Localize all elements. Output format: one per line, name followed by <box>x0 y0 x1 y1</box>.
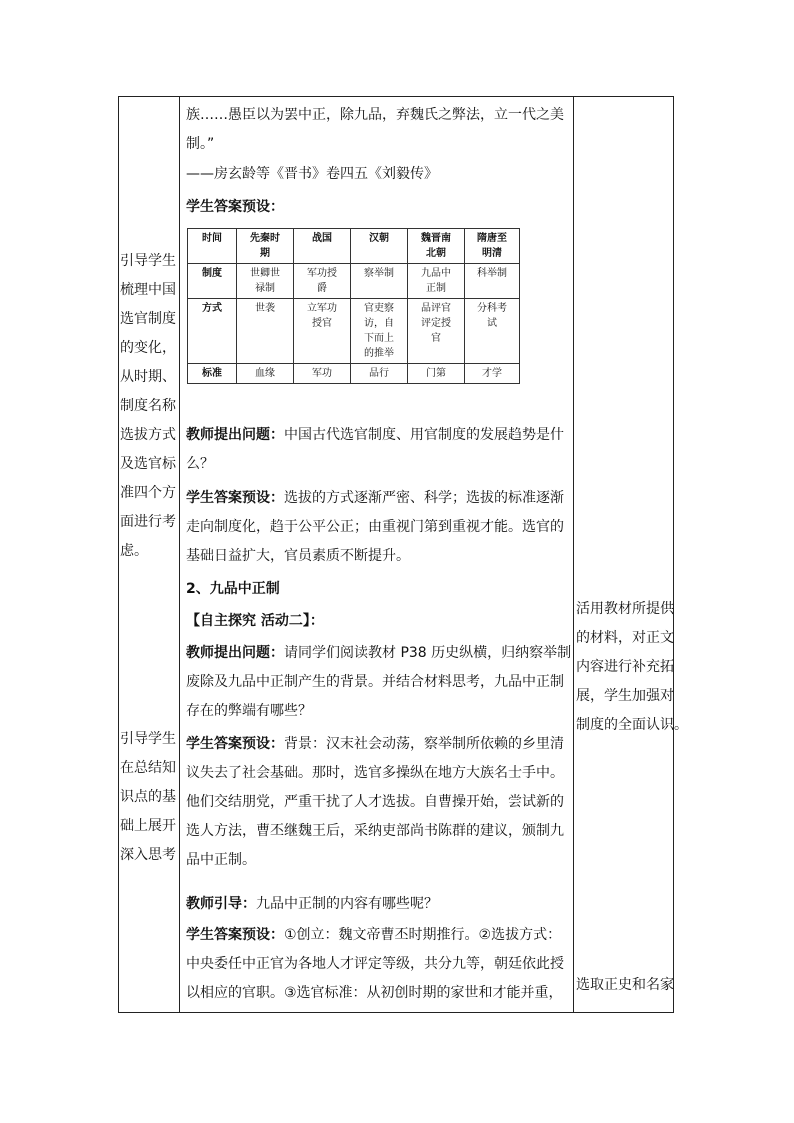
question-text: 中国古代选官制度、用官制度的发展趋势是什 <box>284 427 564 443</box>
intent-line: 的材料，对正文 <box>576 630 674 646</box>
table-cell: 战国 <box>294 229 351 264</box>
answer-line: 议失去了社会基础。那时，选官多操纵在地方大族名士手中。 <box>186 765 564 781</box>
selection-system-table <box>187 228 520 384</box>
preset-label: 学生答案预设： <box>186 199 284 215</box>
question-label: 教师提出问题： <box>186 427 284 443</box>
intent-line: 面进行考 <box>120 514 176 530</box>
answer-label: 学生答案预设： <box>186 927 284 943</box>
intent-line: 虑。 <box>120 543 148 559</box>
table-cell: 察举制 <box>351 264 408 299</box>
intent-line: 展，学生加强对 <box>576 688 674 704</box>
intent-line: 制度名称 <box>120 398 176 414</box>
table-row <box>188 299 520 364</box>
guide-text: 九品中正制的内容有哪些呢？ <box>256 896 438 912</box>
answer-line <box>186 730 574 759</box>
table-cell: 先秦时 期 <box>237 229 294 264</box>
quote-line: 族……愚臣以为罢中正，除九品，弃魏氏之弊法，立一代之美 <box>186 107 564 123</box>
row-header-cell: 制度 <box>188 264 237 299</box>
answer-text: ①创立：魏文帝曹丕时期推行。②选拔方式： <box>284 927 562 943</box>
table-cell: 官吏察 访，自 下而上 的推举 <box>351 299 408 364</box>
question-line: 废除及九品中正制产生的背景。并结合材料思考，九品中正制 <box>186 674 564 690</box>
intent-line: 引导学生 <box>120 253 176 269</box>
answer-line: 以相应的官职。③选官标准：从初创时期的家世和才能并重， <box>186 985 563 1001</box>
table-header-row <box>188 229 520 264</box>
table-cell: 隋唐至 明清 <box>465 229 520 264</box>
table-cell: 军功授 爵 <box>294 264 351 299</box>
intent-line: 活用教材所提供 <box>576 601 674 617</box>
section-heading: 2、九品中正制 <box>186 581 280 597</box>
answer-text: 背景：汉末社会动荡，察举制所依赖的乡里清 <box>284 736 564 752</box>
table-cell: 门第 <box>408 364 465 384</box>
intent-line: 选取正史和名家 <box>576 977 674 993</box>
intent-line: 础上展开 <box>120 818 176 834</box>
table-cell: 世卿世 禄制 <box>237 264 294 299</box>
answer-text: 选拔的方式逐渐严密、科学；选拔的标准逐渐 <box>284 490 564 506</box>
activity-heading: 【自主探究 活动二】： <box>186 613 324 629</box>
row-header-cell: 标准 <box>188 364 237 384</box>
answer-line: 走向制度化，趋于公平公正；由重视门第到重视才能。选官的 <box>186 519 564 535</box>
question-line: 么？ <box>186 456 214 472</box>
intent-line: 识点的基 <box>120 789 176 805</box>
guide-line <box>186 890 574 919</box>
intent-line: 引导学生 <box>120 731 176 747</box>
table-cell: 科举制 <box>465 264 520 299</box>
intent-line: 深入思考 <box>120 847 176 863</box>
row-header-cell: 时间 <box>188 229 237 264</box>
table-cell: 品评官 评定授 官 <box>408 299 465 364</box>
quote-source: ——房玄龄等《晋书》卷四五《刘毅传》 <box>186 166 438 182</box>
table-row <box>188 264 520 299</box>
intent-line: 内容进行补充拓 <box>576 659 674 675</box>
intent-line: 的变化， <box>120 340 176 356</box>
question-line <box>186 639 574 668</box>
answer-line: 选人方法，曹丕继魏王后，采纳吏部尚书陈群的建议，颁制九 <box>186 823 564 839</box>
answer-line: 基础日益扩大，官员素质不断提升。 <box>186 548 410 564</box>
answer-line <box>186 484 574 513</box>
table-cell: 魏晋南 北朝 <box>408 229 465 264</box>
answer-line: 中央委任中正官为各地人才评定等级，共分九等，朝廷依此授 <box>186 956 564 972</box>
table-cell: 血缘 <box>237 364 294 384</box>
question-line <box>186 421 574 450</box>
table-cell: 世袭 <box>237 299 294 364</box>
table-cell: 立军功 授官 <box>294 299 351 364</box>
table-cell: 九品中 正制 <box>408 264 465 299</box>
intent-line: 选官制度 <box>120 311 176 327</box>
table-cell: 品行 <box>351 364 408 384</box>
intent-line: 准四个方 <box>120 485 176 501</box>
question-label: 教师提出问题： <box>186 645 284 661</box>
table-cell: 分科考 试 <box>465 299 520 364</box>
answer-line <box>186 921 574 950</box>
intent-line: 制度的全面认识。 <box>576 717 688 733</box>
table-cell: 才学 <box>465 364 520 384</box>
intent-line: 及选官标 <box>120 456 176 472</box>
row-header-cell: 方式 <box>188 299 237 364</box>
intent-line: 梳理中国 <box>120 282 176 298</box>
intent-line: 选拔方式 <box>120 427 176 443</box>
table-cell: 汉朝 <box>351 229 408 264</box>
table-row <box>188 364 520 384</box>
table-cell: 军功 <box>294 364 351 384</box>
answer-label: 学生答案预设： <box>186 490 284 506</box>
intent-line: 在总结知 <box>120 760 176 776</box>
quote-line: 制。” <box>186 136 215 152</box>
question-text: 请同学们阅读教材 P38 历史纵横，归纳察举制 <box>284 645 572 661</box>
answer-line: 品中正制。 <box>186 852 256 868</box>
intent-line: 从时期、 <box>120 369 176 385</box>
answer-line: 他们交结朋党，严重干扰了人才选拔。自曹操开始，尝试新的 <box>186 794 564 810</box>
question-line: 存在的弊端有哪些？ <box>186 703 312 719</box>
guide-label: 教师引导： <box>186 896 256 912</box>
answer-label: 学生答案预设： <box>186 736 284 752</box>
